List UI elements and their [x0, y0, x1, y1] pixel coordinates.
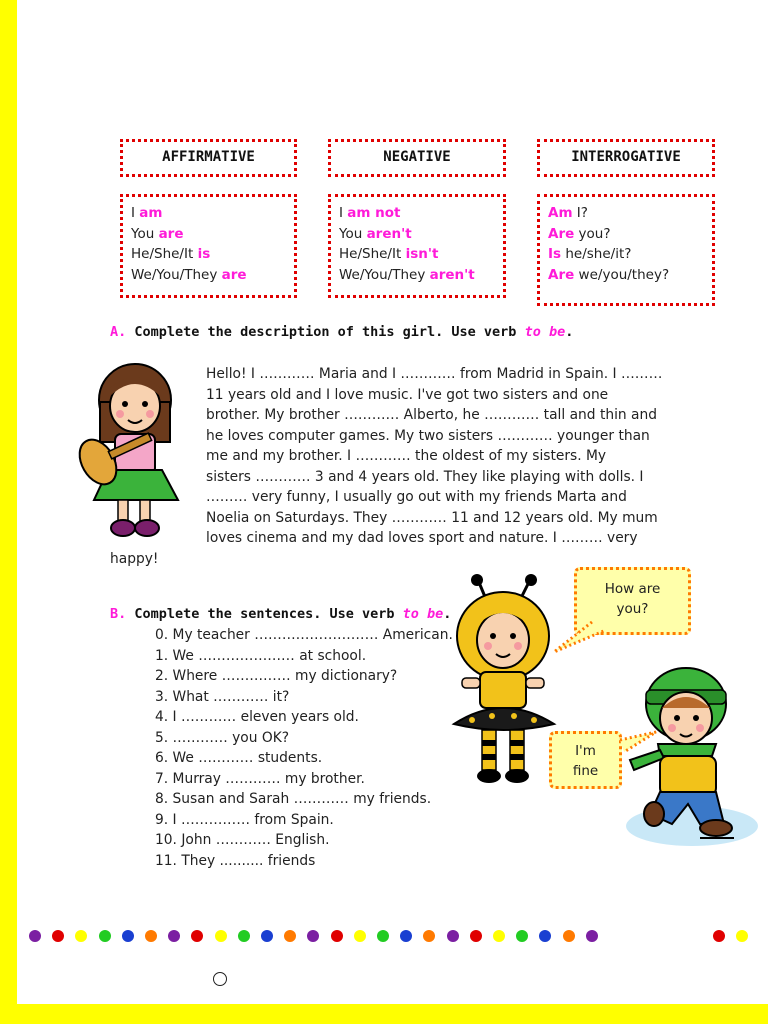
header-interrogative: INTERROGATIVE — [537, 139, 715, 177]
sentence-item: 6. We ………… students. — [155, 750, 323, 766]
decorative-dot — [377, 930, 389, 942]
task-a-letter: A. — [110, 324, 127, 340]
header-affirmative: AFFIRMATIVE — [120, 139, 297, 177]
speech-bubble-answer-tail — [618, 730, 658, 758]
paragraph-line: Noelia on Saturdays. They ………… 11 and 12 years old. My mum — [206, 509, 658, 526]
verb-form: Is — [548, 246, 562, 262]
speech-bubble-answer — [549, 731, 622, 789]
decorative-dot — [470, 930, 482, 942]
page-border-bottom — [0, 1004, 768, 1024]
sentence-item: 2. Where …………… my dictionary? — [155, 668, 398, 684]
sentence-item: 0. My teacher ……………………… American. — [155, 627, 453, 643]
interrogative-row — [548, 203, 712, 224]
bubble-answer-line2: fine — [572, 763, 599, 779]
negative-row — [339, 203, 503, 224]
negative-row — [339, 224, 503, 245]
affirmative-row — [131, 265, 294, 286]
decorative-dot — [29, 930, 41, 942]
decorative-dot — [516, 930, 528, 942]
bubble-answer-line1: I'm — [575, 743, 596, 759]
pronoun-suffix: you? — [574, 225, 611, 242]
pronoun-suffix: he/she/it? — [561, 246, 632, 262]
affirmative-row — [131, 203, 294, 224]
negative-row — [339, 265, 503, 286]
page-border-left — [0, 0, 17, 1024]
paragraph-line: he loves computer games. My two sisters ………… younger than — [206, 427, 650, 444]
decorative-dot — [331, 930, 343, 942]
verb-form: aren't — [429, 266, 475, 283]
paragraph-line: ……… very funny, I usually go out with my friends Marta and — [206, 489, 627, 505]
pronoun: I — [339, 205, 348, 221]
decorative-dot — [563, 930, 575, 942]
pronoun: We/You/They — [131, 266, 222, 283]
decorative-dot — [99, 930, 111, 942]
bee-costume-girl-illustration — [448, 574, 560, 789]
bubble-question-line1: How are — [604, 581, 661, 597]
task-b-end: . — [443, 606, 452, 622]
paragraph-line: 11 years old and I love music. I've got two sisters and one — [206, 386, 609, 403]
paragraph-line: happy! — [110, 550, 159, 567]
circle-mark — [213, 972, 227, 986]
sentence-list — [155, 625, 453, 871]
decorative-dot — [261, 930, 273, 942]
verb-form: isn't — [405, 246, 439, 262]
decorative-dot — [215, 930, 227, 942]
affirmative-box — [120, 194, 297, 298]
decorative-dot — [238, 930, 250, 942]
bubble-question-line2: you? — [616, 601, 649, 617]
decorative-dot — [713, 930, 725, 942]
pronoun: You — [339, 225, 367, 242]
sentence-item: 8. Susan and Sarah ………… my friends. — [155, 791, 432, 807]
decorative-dot — [423, 930, 435, 942]
speech-bubble-question-tail — [552, 620, 612, 656]
verb-form: are — [158, 225, 184, 242]
task-a-instruction: Complete the description of this girl. Use verb — [134, 324, 517, 340]
pronoun: You — [131, 225, 159, 242]
decorative-dot — [191, 930, 203, 942]
verb-form: Are — [548, 225, 575, 242]
task-a-end: . — [565, 324, 574, 340]
verb-form: am not — [347, 205, 401, 221]
decorative-dot — [145, 930, 157, 942]
decorative-dot — [168, 930, 180, 942]
decorative-dot — [586, 930, 598, 942]
affirmative-row — [131, 244, 294, 265]
paragraph-line: loves cinema and my dad loves sport and nature. I ……… very — [206, 530, 638, 546]
decorative-dot — [307, 930, 319, 942]
header-negative: NEGATIVE — [328, 139, 506, 177]
paragraph-line: sisters ………… 3 and 4 years old. They like playing with dolls. I — [206, 468, 644, 485]
verb-form: is — [197, 246, 211, 262]
verb-form: am — [139, 205, 163, 221]
negative-box — [328, 194, 506, 298]
decorative-dot — [400, 930, 412, 942]
verb-form: Are — [548, 266, 575, 283]
pronoun-suffix: I? — [572, 205, 588, 221]
decorative-dot — [354, 930, 366, 942]
paragraph-line: me and my brother. I ………… the oldest of my sisters. My — [206, 448, 607, 464]
task-a-verb: to be — [524, 324, 566, 340]
verb-form: are — [221, 266, 247, 283]
task-b-instruction: Complete the sentences. Use verb — [134, 606, 395, 622]
pronoun-suffix: we/you/they? — [574, 266, 670, 283]
decorative-dot — [284, 930, 296, 942]
task-b-title — [110, 606, 451, 622]
pronoun: He/She/It — [339, 246, 406, 262]
interrogative-row — [548, 244, 712, 265]
negative-row — [339, 244, 503, 265]
affirmative-row — [131, 224, 294, 245]
decorative-dot — [736, 930, 748, 942]
sentence-item: 11. They .......... friends — [155, 852, 316, 869]
sentence-item: 9. I …………… from Spain. — [155, 811, 334, 828]
decorative-dot — [447, 930, 459, 942]
interrogative-row — [548, 265, 712, 286]
sentence-item: 5. ………… you OK? — [155, 729, 290, 746]
decorative-dot — [75, 930, 87, 942]
decorative-dot — [539, 930, 551, 942]
sentence-item: 1. We ………………… at school. — [155, 647, 367, 664]
pronoun: I — [131, 205, 140, 221]
task-b-letter: B. — [110, 606, 127, 622]
decorative-dot — [493, 930, 505, 942]
paragraph-line: brother. My brother ………… Alberto, he ………… tall and thin and — [206, 407, 658, 423]
verb-form: aren't — [366, 225, 412, 242]
pronoun: We/You/They — [339, 266, 430, 283]
decorative-dot — [52, 930, 64, 942]
task-b-verb: to be — [402, 606, 444, 622]
sentence-item: 10. John ………… English. — [155, 832, 330, 848]
verb-form: Am — [548, 205, 573, 221]
description-paragraph — [110, 364, 670, 569]
task-a-title — [110, 324, 573, 340]
decorative-dot-row — [0, 929, 768, 943]
sentence-item: 7. Murray ………… my brother. — [155, 770, 365, 787]
interrogative-row — [548, 224, 712, 245]
paragraph-line: Hello! I ………… Maria and I ………… from Madrid in Spain. I ……… — [206, 366, 663, 382]
decorative-dot — [122, 930, 134, 942]
sentence-item: 3. What ………… it? — [155, 688, 290, 705]
interrogative-box — [537, 194, 715, 306]
pronoun: He/She/It — [131, 246, 198, 262]
sentence-item: 4. I ………… eleven years old. — [155, 709, 359, 725]
